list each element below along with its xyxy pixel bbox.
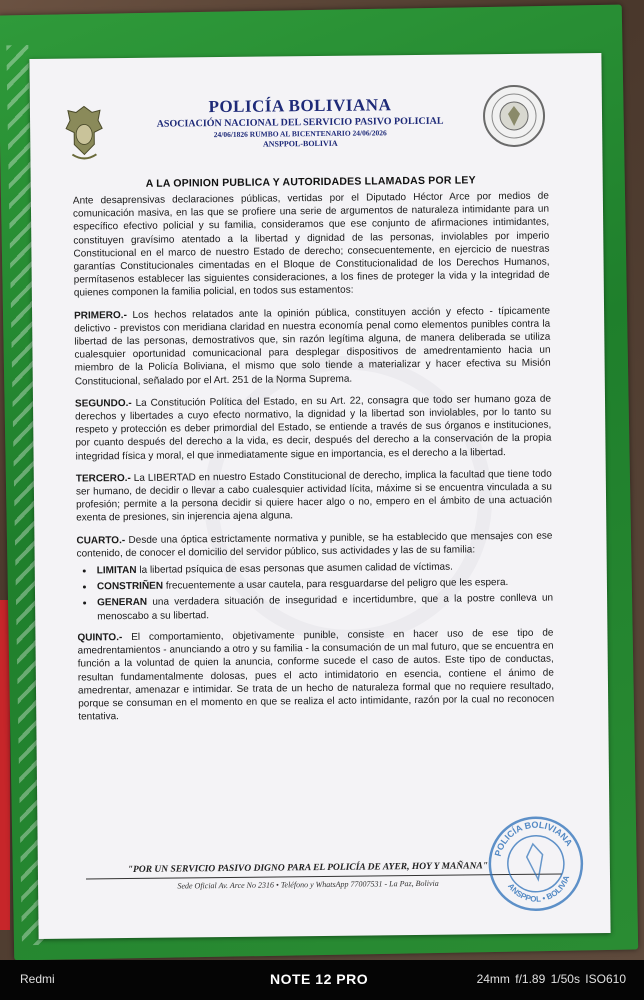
footer-address: Sede Oficial Av. Arce No 2316 • Teléfono y WhatsApp 77007531 - La Paz, Bolivia: [177, 878, 439, 891]
letterhead: [120, 94, 481, 150]
association-name: ASOCIACIÓN NACIONAL DEL SERVICIO PASIVO POLICIAL: [156, 115, 444, 130]
section-cuarto: CUARTO.- Desde una óptica estrictamente normativa y punible, se ha establecido que mensajes con ese contenido, de conocer el domicilio del servidor público, sus actividades y las de su familia:: [76, 530, 553, 560]
bicentenary-dates: 24/06/1826 RUMBO AL BICENTENARIO 24/06/2026: [213, 128, 387, 140]
svg-text:POLICÍA BOLIVIANA: POLICÍA BOLIVIANA: [492, 819, 575, 858]
camera-watermark-bar: [0, 960, 644, 1000]
document-page: [29, 53, 610, 939]
intro-paragraph: Ante desaprensivas declaraciones públicas, vertidas por el Diputado Héctor Arce por medios de comunicación masiva, en las que se profiere una serie de argumentos de naturaleza intimidante para un específico efectivo policial y su familia, consideramos que ese conjunto de afirmaciones intimidantes, constituyen gravísimo atentado a la libertad y dignidad de las personas, inviolables por imperio Constitucional en el marco de nuestro Estado de derecho; consecuentemente, en ejercicio de nuestras garantías Constitucionales cimentadas en el Bloque de Constitucionalidad de los Derechos Humanos, permítasenos establecer las siguientes consideraciones, a los fines de proteger la vida y la integridad de quienes componen la familia policial, en todos sus estamentos:: [72, 190, 550, 299]
document-title: A LA OPINION PUBLICA Y AUTORIDADES LLAMADAS POR LEY: [145, 174, 476, 190]
list-item: • GENERAN una verdadera situación de inseguridad e incertidumbre, que a la postre conlleva un menoscabo a su libertad.: [95, 592, 553, 623]
document-body: [73, 190, 555, 733]
official-stamp-icon: [479, 807, 593, 921]
camera-model: NOTE 12 PRO: [270, 971, 369, 987]
institution-title: POLICÍA BOLIVIANA: [208, 95, 392, 117]
camera-specs: 24mm f/1.89 1/50s ISO610: [476, 972, 626, 986]
cuarto-bullet-list: [77, 560, 554, 624]
police-emblem-icon: [62, 104, 107, 164]
list-item: • CONSTRIÑEN frecuentemente a usar cautela, para resguardarse del peligro que les espera.: [95, 576, 553, 594]
section-tercero: TERCERO.- La LIBERTAD en nuestro Estado Constitucional de derecho, implica la facultad que tiene todo ser humano, de decidir o llevar a cabo cualesquier actividad lícita, máxime si se encuentra vinculada a su profesión; permite a la persona decidir si quiere hacer algo o no, empero en el ámbito de una actuación exenta de presiones, sin injerencia ajena alguna.: [75, 468, 553, 525]
section-segundo: SEGUNDO.- La Constitución Política del Estado, en su Art. 22, consagra que todo ser humano goza de derechos y libertades a cuyo efecto normativo, la dignidad y la libertad son inviolables, por lo tanto su respeto y protección es deber primordial del Estado, se entiende a través de sus órganos e instituciones, por cuanto después del derecho a la vida, es decir, después del derecho a la conservación de la propia integridad física y moral, el que inmediatamente sigue en importancia, es el derecho a la libertad.: [74, 393, 552, 463]
camera-brand: Redmi: [20, 972, 55, 986]
svg-text:ANSPPOL • BOLIVIA: ANSPPOL • BOLIVIA: [506, 874, 572, 904]
association-seal-icon: [482, 84, 547, 149]
list-item: • LIMITAN la libertad psíquica de esas personas que asumen calidad de víctimas.: [95, 560, 553, 578]
association-abbreviation: ANSPPOL-BOLIVIA: [262, 138, 338, 149]
section-quinto: QUINTO.- El comportamiento, objetivamente punible, consiste en hacer uso de ese tipo de amedrentamientos - anunciando a otro y su familia - la consumación de un mal futuro, que se encuentra en función a la voluntad de quien la anuncia, conforme sucede el caso de autos. Este tipo de conductas, resultan fundamentalmente dolosas, pues el acto intimidatorio en esencia, contiene el ánimo de amedrentar, amenazar e intimidar. Se trata de un hecho de naturaleza formal que no requiere resultado, porque se consuman en el momento en que se realiza el acto intimidante, razón por la cual no reconocen tentativa.: [77, 627, 555, 723]
footer-slogan: "POR UN SERVICIO PASIVO DIGNO PARA EL POLICÍA DE AYER, HOY Y MAÑANA": [127, 861, 489, 876]
section-primero: PRIMERO.- Los hechos relatados ante la opinión pública, constituyen acción y efecto - típicamente delictivo - previstos con meridiana claridad en nuestra economía penal como elementos punibles contra la libertad de las personas, demostrativos que, sin razón legítima alguna, de manera deliberada se utiliza cualesquier oportunidad comunicacional para desplegar dispositivos de amedrentamiento hacia un miembro de la Policía Boliviana, el mismo que solo tiende a materializar y hacer efectiva su Misión Constitucional, señalado por el Art. 251 de la Norma Suprema.: [74, 305, 551, 388]
